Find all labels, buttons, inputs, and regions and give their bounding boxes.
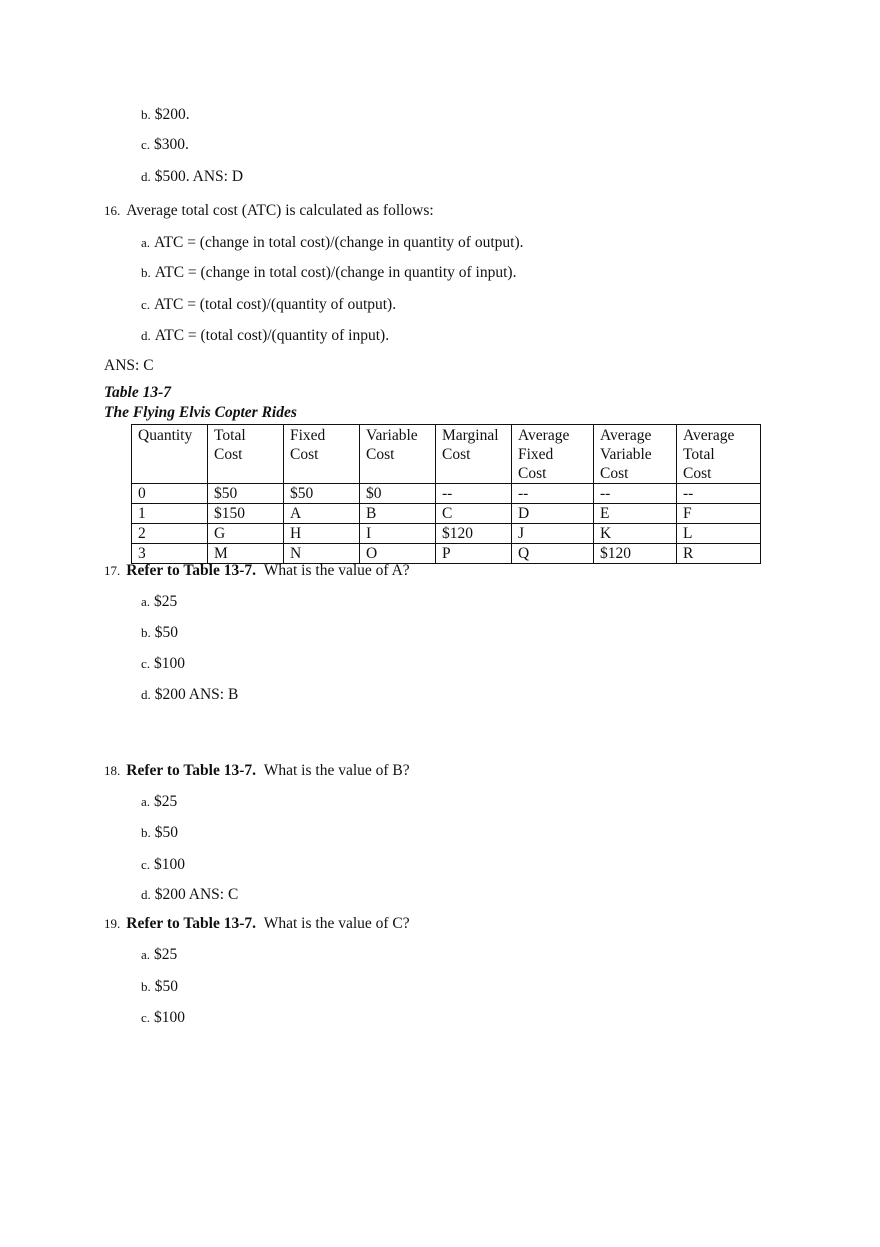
table-cell: 3: [132, 544, 208, 564]
table-cell: K: [594, 524, 677, 544]
q16-option-b: b. ATC = (change in total cost)/(change in quantity of input).: [141, 264, 517, 281]
q19-option-a: a. $25: [141, 946, 178, 963]
q15-option-b: b. $200.: [141, 106, 190, 123]
table-cell: M: [208, 544, 284, 564]
q17-stem: 17. Refer to Table 13-7. What is the value of A?: [104, 562, 410, 579]
q17-option-d: d. $200 ANS: B: [141, 686, 239, 703]
table-cell: C: [436, 504, 512, 524]
q17-option-c: c. $100: [141, 655, 186, 672]
q18-option-d: d. $200 ANS: C: [141, 886, 239, 903]
q17-option-a: a. $25: [141, 593, 178, 610]
table-cell: D: [512, 504, 594, 524]
table-cell: 2: [132, 524, 208, 544]
table-cell: $150: [208, 504, 284, 524]
header-quantity: Quantity: [132, 425, 208, 484]
table-cell: P: [436, 544, 512, 564]
table-cell: --: [512, 484, 594, 504]
q16-option-a: a. ATC = (change in total cost)/(change in quantity of output).: [141, 234, 524, 251]
table-subtitle: The Flying Elvis Copter Rides: [104, 404, 297, 421]
table-cell: $120: [594, 544, 677, 564]
table-cell: J: [512, 524, 594, 544]
table-cell: E: [594, 504, 677, 524]
q16-answer: ANS: C: [104, 357, 154, 374]
table-row: [132, 484, 761, 504]
q16-option-c: c. ATC = (total cost)/(quantity of output).: [141, 296, 397, 313]
table-cell: O: [360, 544, 436, 564]
table-cell: 0: [132, 484, 208, 504]
header-marginal-cost: Marginal Cost: [436, 425, 512, 484]
header-average-total-cost: Average Total Cost: [677, 425, 761, 484]
table-row: [132, 544, 761, 564]
table-cell: F: [677, 504, 761, 524]
table-cell: Q: [512, 544, 594, 564]
q18-option-c: c. $100: [141, 856, 186, 873]
table-cell: R: [677, 544, 761, 564]
q19-option-c: c. $100: [141, 1009, 186, 1026]
table-title: Table 13-7: [104, 384, 172, 401]
table-cell: L: [677, 524, 761, 544]
table-cell: B: [360, 504, 436, 524]
table-row: [132, 524, 761, 544]
table-cell: N: [284, 544, 360, 564]
table-row: [132, 504, 761, 524]
header-average-variable-cost: Average Variable Cost: [594, 425, 677, 484]
q16-option-d: d. ATC = (total cost)/(quantity of input).: [141, 327, 390, 344]
q19-option-b: b. $50: [141, 978, 178, 995]
header-variable-cost: Variable Cost: [360, 425, 436, 484]
table-cell: 1: [132, 504, 208, 524]
table-header-row: [132, 425, 761, 484]
table-cell: $50: [208, 484, 284, 504]
table-cell: --: [594, 484, 677, 504]
q18-option-a: a. $25: [141, 793, 178, 810]
q15-option-c: c. $300.: [141, 136, 189, 153]
q17-option-b: b. $50: [141, 624, 178, 641]
q19-stem: 19. Refer to Table 13-7. What is the value of C?: [104, 915, 410, 932]
table-cell: A: [284, 504, 360, 524]
table-cell: $50: [284, 484, 360, 504]
table-cell: --: [677, 484, 761, 504]
table-cell: --: [436, 484, 512, 504]
cost-table: [131, 424, 761, 564]
table-cell: H: [284, 524, 360, 544]
table-cell: $0: [360, 484, 436, 504]
q18-option-b: b. $50: [141, 824, 178, 841]
table-cell: $120: [436, 524, 512, 544]
header-average-fixed-cost: Average Fixed Cost: [512, 425, 594, 484]
q15-option-d: d. $500. ANS: D: [141, 168, 244, 185]
header-total-cost: Total Cost: [208, 425, 284, 484]
table-cell: G: [208, 524, 284, 544]
table-cell: I: [360, 524, 436, 544]
header-fixed-cost: Fixed Cost: [284, 425, 360, 484]
q18-stem: 18. Refer to Table 13-7. What is the value of B?: [104, 762, 410, 779]
q16-stem: 16. Average total cost (ATC) is calculated as follows:: [104, 202, 434, 219]
